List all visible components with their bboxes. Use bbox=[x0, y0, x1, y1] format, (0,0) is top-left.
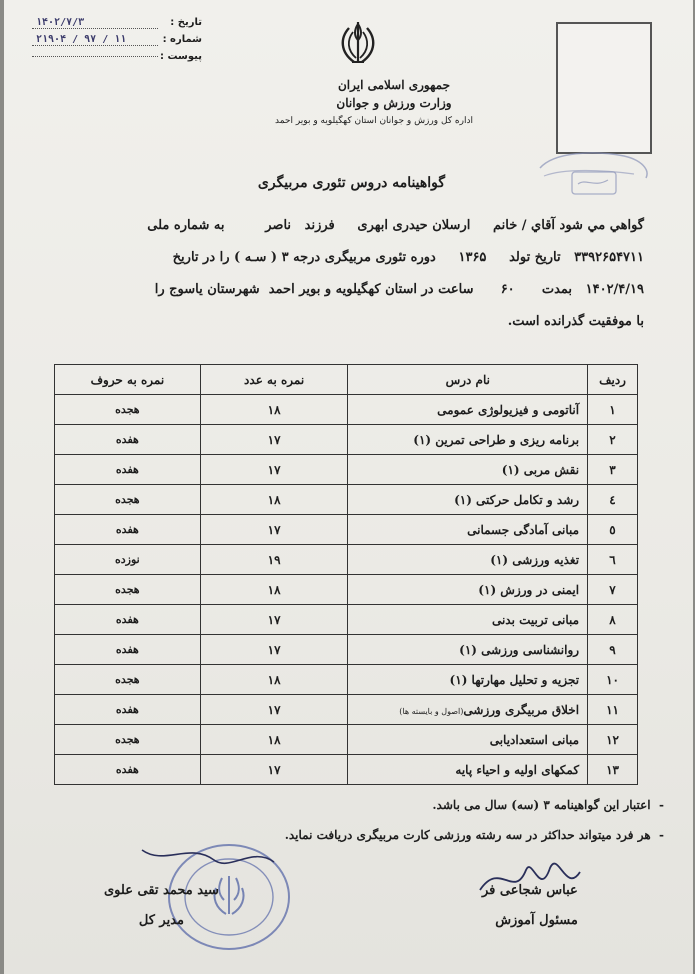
header-score-words: نمره به حروف bbox=[55, 365, 201, 395]
score-words: هجده bbox=[55, 485, 201, 515]
body-l1-id-label: به شماره ملی bbox=[147, 218, 225, 233]
table-row bbox=[55, 605, 638, 635]
row-number: ۱۰ bbox=[588, 665, 638, 695]
course-name: مبانی تربیت بدنی bbox=[348, 605, 588, 635]
holder-name: ارسلان حیدری ابهری bbox=[357, 218, 471, 233]
signature-block-director bbox=[104, 876, 219, 936]
score-words: هفده bbox=[55, 635, 201, 665]
signer-title-director: مدیر کل bbox=[138, 913, 185, 928]
score-words: هجده bbox=[55, 665, 201, 695]
score-words: هجده bbox=[55, 575, 201, 605]
score-number: ۱۸ bbox=[200, 725, 348, 755]
certificate-title: گواهینامه دروس تئوری مربیگری bbox=[257, 175, 446, 191]
row-number: ۹ bbox=[588, 635, 638, 665]
body-l2-course: دوره تئوری مربیگری درجه ۳ ( سـه ) را در تاریخ bbox=[172, 250, 436, 265]
body-l1-father-label: فرزند bbox=[304, 218, 335, 233]
course-name: برنامه ریزی و طراحی تمرین (۱) bbox=[348, 425, 588, 455]
score-number: ۱۸ bbox=[200, 485, 348, 515]
note-item bbox=[64, 790, 664, 820]
signature-block-education bbox=[482, 876, 578, 936]
table-row bbox=[55, 395, 638, 425]
score-number: ۱۹ bbox=[200, 545, 348, 575]
note-bullet: - bbox=[659, 828, 664, 842]
score-number: ۱۷ bbox=[200, 605, 348, 635]
holder-national-id: ۳۳۹۲۶۵۴۷۱۱ bbox=[574, 250, 644, 265]
score-words: نوزده bbox=[55, 545, 201, 575]
holder-father-name: ناصر bbox=[265, 218, 292, 233]
signer-name-education: عباس شجاعی فر bbox=[482, 883, 578, 898]
course-name: اخلاق مربیگری ورزشی bbox=[463, 702, 580, 717]
note-text: هر فرد میتواند حداکثر در سه رشته ورزشی کارت مربیگری دریافت نماید. bbox=[284, 828, 651, 842]
body-l1-prefix: گواهي مي شود آقاي / خانم bbox=[492, 218, 644, 233]
row-number: ۱۱ bbox=[588, 695, 638, 725]
course-hours: ۶۰ bbox=[500, 282, 515, 297]
score-number: ۱۸ bbox=[200, 395, 348, 425]
row-number: ۲ bbox=[588, 425, 638, 455]
course-name: مبانی آمادگی جسمانی bbox=[348, 515, 588, 545]
score-words: هفده bbox=[55, 755, 201, 785]
letterhead-country: جمهوری اسلامی ایران bbox=[337, 78, 451, 92]
score-number: ۱۷ bbox=[200, 425, 348, 455]
table-row bbox=[55, 725, 638, 755]
body-l3-location: ساعت در استان کهگیلویه و بویر احمد شهرستان یاسوج را bbox=[154, 282, 474, 297]
photo-placeholder bbox=[556, 22, 652, 154]
body-l3-duration-label: بمدت bbox=[541, 282, 573, 297]
course-name-suffix: (اصول و بایسته ها) bbox=[399, 706, 464, 716]
signer-title-education: مسئول آموزش bbox=[495, 913, 578, 928]
signer-name-director: سید محمد تقی علوی bbox=[104, 883, 219, 898]
score-number: ۱۷ bbox=[200, 515, 348, 545]
course-name: کمکهای اولیه و احیاء پایه bbox=[348, 755, 588, 785]
letterhead-office: اداره کل ورزش و جوانان استان کهگیلویه و بویر احمد bbox=[274, 116, 473, 126]
table-row bbox=[55, 665, 638, 695]
certificate-page bbox=[4, 0, 693, 974]
body-line-1 bbox=[64, 210, 644, 242]
score-number: ۱۷ bbox=[200, 635, 348, 665]
course-name: آناتومی و فیزیولوژی عمومی bbox=[348, 395, 588, 425]
document-meta bbox=[32, 14, 202, 65]
meta-number-label: شماره : bbox=[162, 34, 202, 45]
row-number: ٤ bbox=[588, 485, 638, 515]
table-row bbox=[55, 575, 638, 605]
score-words: هجده bbox=[55, 725, 201, 755]
score-words: هجده bbox=[55, 395, 201, 425]
score-words: هفده bbox=[55, 425, 201, 455]
header-row-number: ردیف bbox=[588, 365, 638, 395]
course-name: مبانی استعدادیابی bbox=[348, 725, 588, 755]
row-number: ۱۲ bbox=[588, 725, 638, 755]
course-name: رشد و تکامل حرکتی (۱) bbox=[348, 485, 588, 515]
header-score-number: نمره به عدد bbox=[200, 365, 348, 395]
row-number: ۱ bbox=[588, 395, 638, 425]
course-name: تغذیه ورزشی (۱) bbox=[348, 545, 588, 575]
note-bullet: - bbox=[659, 798, 664, 812]
row-number: ۸ bbox=[588, 605, 638, 635]
body-line-2 bbox=[64, 242, 644, 274]
table-row bbox=[55, 485, 638, 515]
score-number: ۱۸ bbox=[200, 575, 348, 605]
letterhead-ministry: وزارت ورزش و جوانان bbox=[336, 96, 452, 110]
table-row bbox=[55, 545, 638, 575]
score-words: هفده bbox=[55, 455, 201, 485]
iran-emblem-icon bbox=[332, 18, 384, 70]
meta-attachment-value bbox=[32, 56, 158, 57]
holder-birth-year: ۱۳۶۵ bbox=[458, 250, 487, 265]
row-number: ٦ bbox=[588, 545, 638, 575]
certificate-body bbox=[64, 210, 644, 338]
score-words: هفده bbox=[55, 515, 201, 545]
meta-number-value: ۲۱۹۰۴ / ۹۷ / ۱۱ bbox=[32, 34, 158, 46]
row-number: ۷ bbox=[588, 575, 638, 605]
table-row bbox=[55, 755, 638, 785]
score-number: ۱۸ bbox=[200, 665, 348, 695]
table-row bbox=[55, 695, 638, 725]
course-name-cell bbox=[348, 695, 588, 725]
letterhead bbox=[204, 78, 544, 126]
table-row bbox=[55, 515, 638, 545]
body-l2-birth-label: تاریخ تولد bbox=[509, 250, 561, 265]
meta-attachment-row bbox=[32, 48, 202, 65]
row-number: ٥ bbox=[588, 515, 638, 545]
body-line-4: با موفقیت گذرانده است. bbox=[507, 314, 644, 329]
header-course-name: نام درس bbox=[348, 365, 588, 395]
meta-date-value: ۱۴۰۲/۷/۳ bbox=[32, 17, 158, 29]
score-words: هفده bbox=[55, 695, 201, 725]
score-number: ۱۷ bbox=[200, 695, 348, 725]
row-number: ۱۳ bbox=[588, 755, 638, 785]
meta-date-row bbox=[32, 14, 202, 31]
grades-table bbox=[54, 364, 638, 785]
course-name: تجزیه و تحلیل مهارتها (۱) bbox=[348, 665, 588, 695]
score-number: ۱۷ bbox=[200, 455, 348, 485]
course-name: روانشناسی ورزشی (۱) bbox=[348, 635, 588, 665]
table-row bbox=[55, 635, 638, 665]
meta-attachment-label: پیوست : bbox=[159, 51, 202, 62]
meta-number-row bbox=[32, 31, 202, 48]
table-row bbox=[55, 455, 638, 485]
course-name: ایمنی در ورزش (۱) bbox=[348, 575, 588, 605]
note-text: اعتبار این گواهینامه ۳ (سه) سال می باشد. bbox=[432, 798, 651, 812]
course-date: ۱۴۰۲/۴/۱۹ bbox=[585, 282, 644, 297]
table-row bbox=[55, 425, 638, 455]
body-line-3 bbox=[64, 274, 644, 306]
score-number: ۱۷ bbox=[200, 755, 348, 785]
score-words: هفده bbox=[55, 605, 201, 635]
row-number: ۳ bbox=[588, 455, 638, 485]
table-header-row bbox=[55, 365, 638, 395]
course-name: نقش مربی (۱) bbox=[348, 455, 588, 485]
meta-date-label: تاریخ : bbox=[170, 17, 202, 28]
